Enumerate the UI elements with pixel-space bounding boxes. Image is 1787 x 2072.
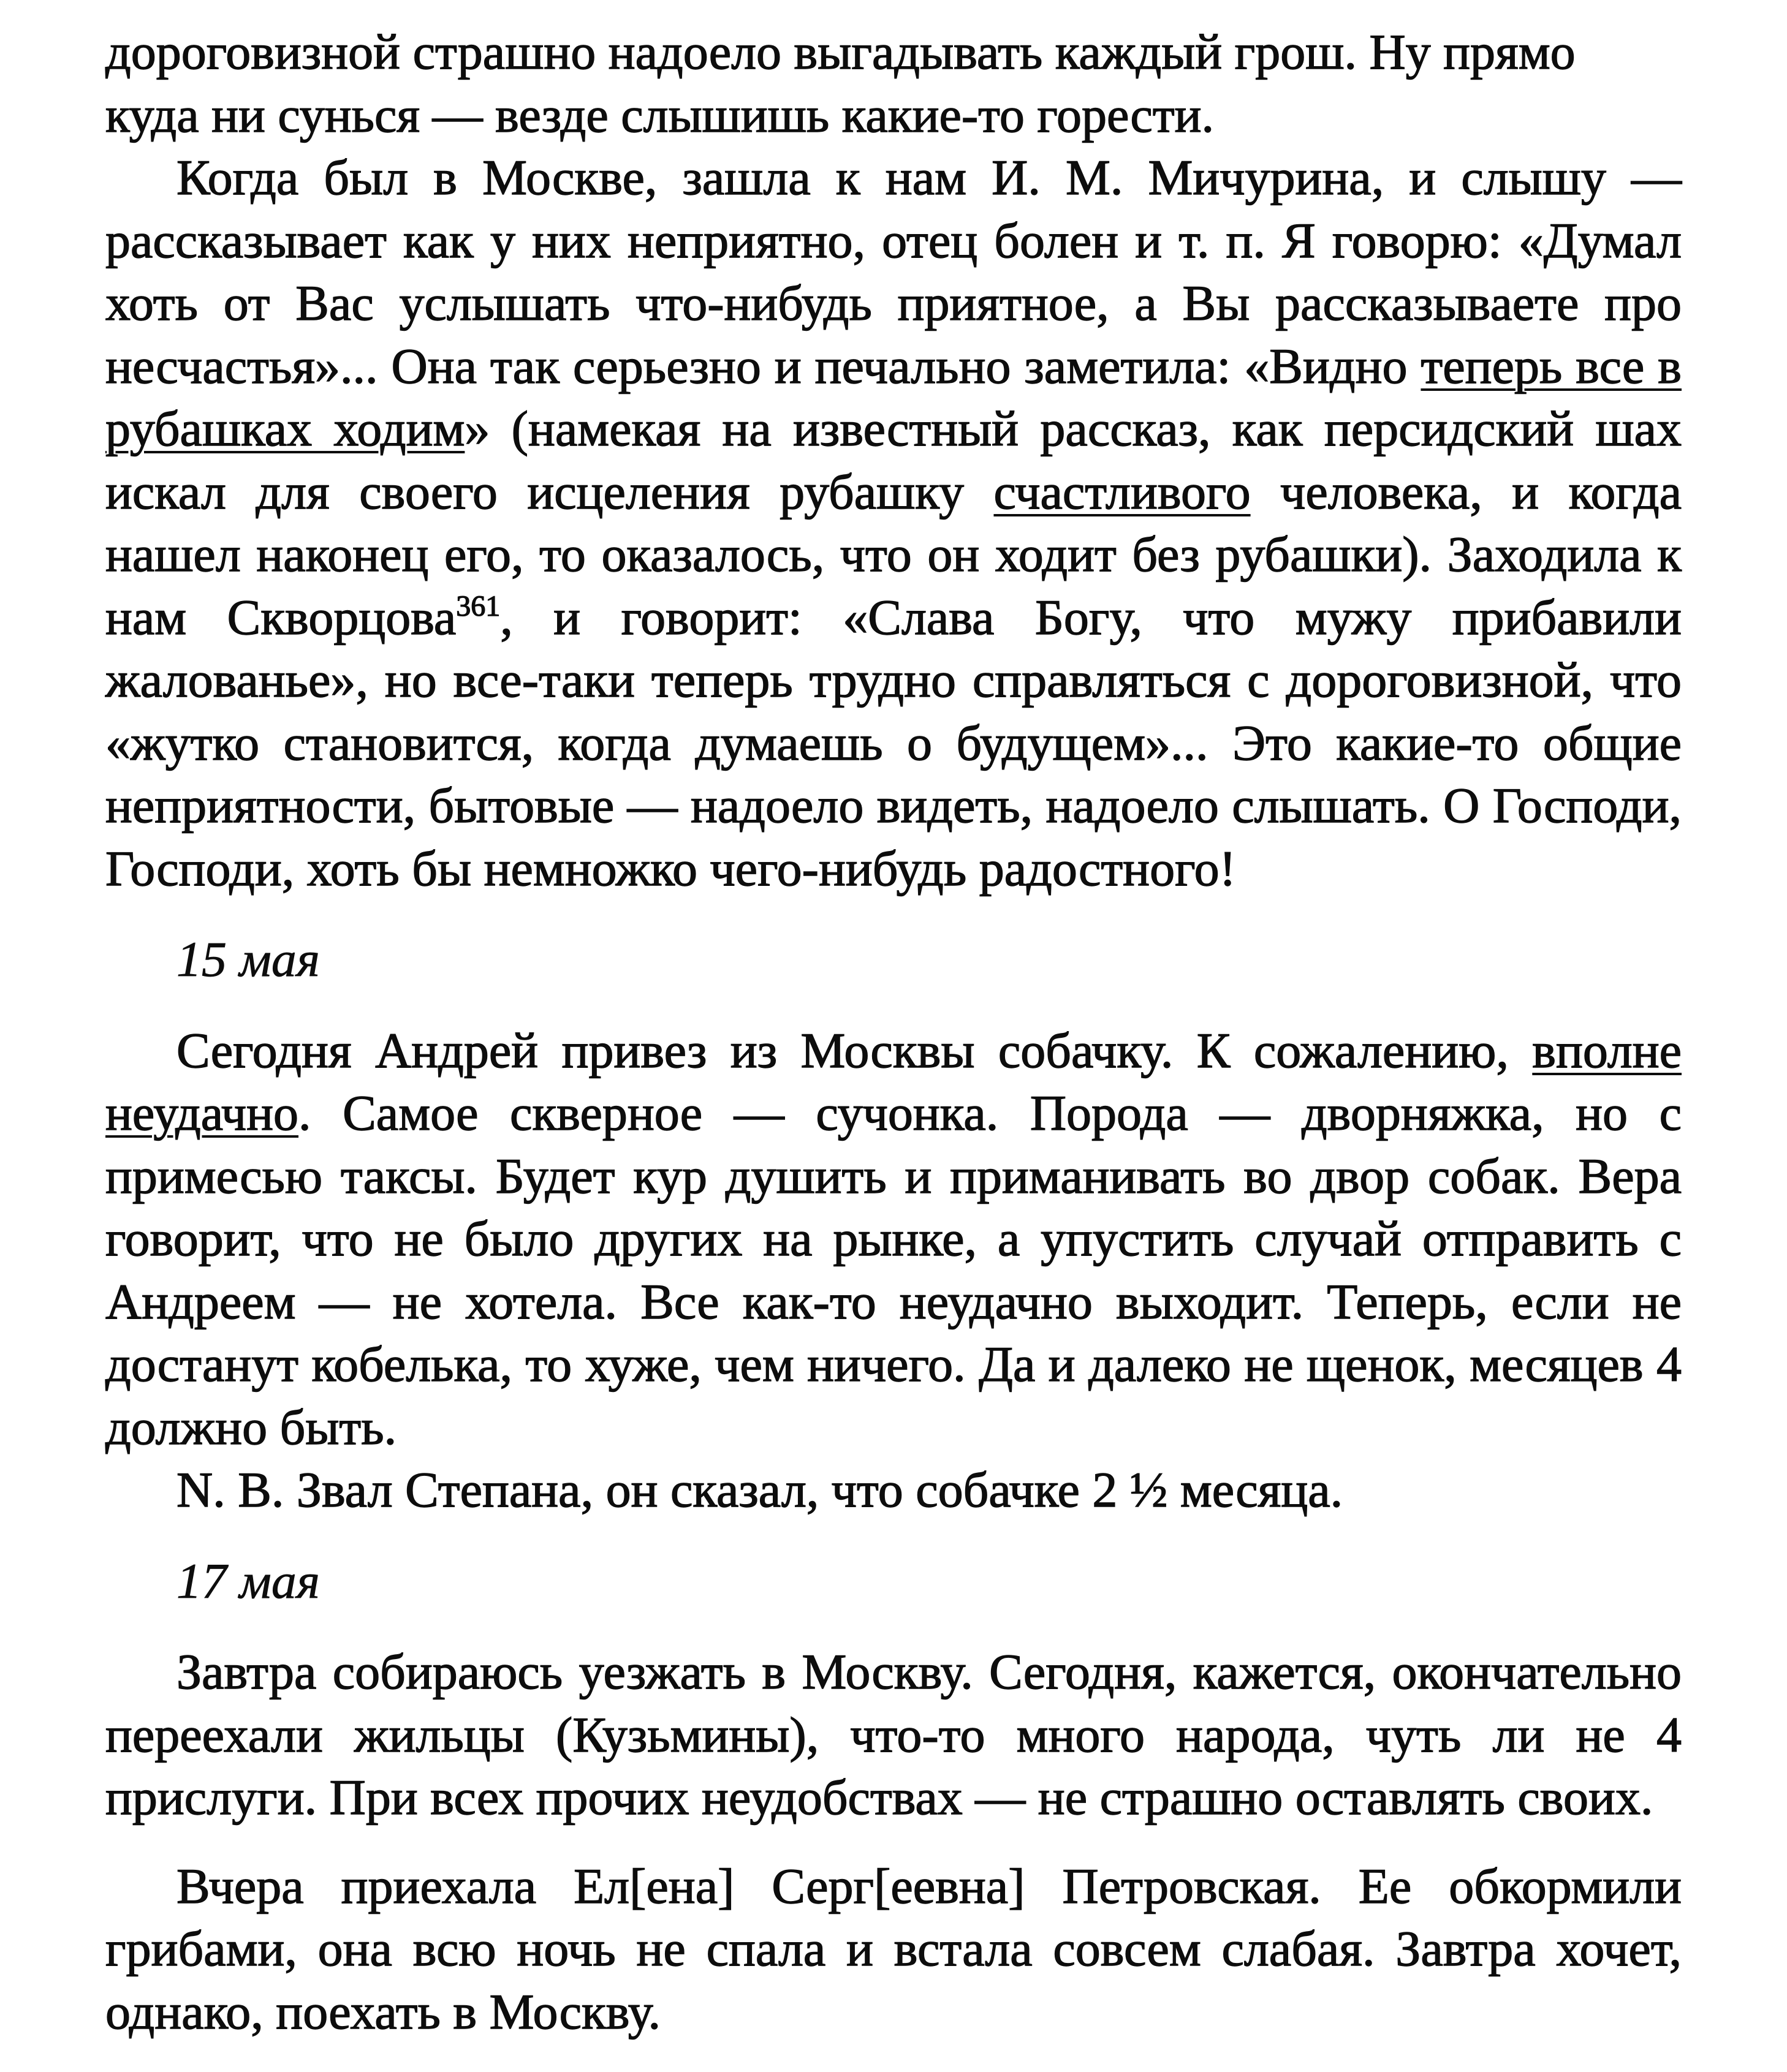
date-heading-may-17: 17 мая (176, 1552, 320, 1609)
mitchurina-text-2: » (намекая на известный рассказ, как персидский шах искал для своего исцеления рубашку (105, 401, 1682, 520)
intro-line-1: дороговизной страшно надоело выгадывать каждый грош. Ну прямо (105, 24, 1576, 80)
mitchurina-text-4: , и говорит: «Слава Богу, что мужу прибавили жалованье», но все-таки теперь трудно справляться с дороговизной, что «жутко становится, когда думаешь о будущем»... Это какие-то общие неприятности, бытовые — надоело видеть, надоело слышать. О Господи, Господи, хоть бы немножко чего-нибудь радостного! (105, 589, 1682, 896)
may17-tenants-paragraph: Завтра собираюсь уезжать в Москву. Сегодня, кажется, окончательно переехали жильцы (Кузьмины), что-то много народа, чуть ли не 4 прислуги. При всех прочих неудобствах — не страшно оставлять своих. (105, 1644, 1682, 1825)
may15-dog-paragraph (105, 1019, 1682, 1459)
footnote-marker: 361 (456, 589, 501, 622)
may15-text-1: Сегодня Андрей привез из Москвы собачку. К сожалению, (176, 1022, 1533, 1078)
diary-page (105, 21, 1682, 2043)
may17-petrovskaya-paragraph: Вчера приехала Ел[ена] Серг[еевна] Петровская. Ее обкормили грибами, она всю ночь не спала и встала совсем слабая. Завтра хочет, однако, поехать в Москву. (105, 1858, 1682, 2040)
may15-nb-paragraph: N. B. Звал Степана, он сказал, что собачке 2 ½ месяца. (176, 1462, 1343, 1518)
mitchurina-text-3: человека, и когда нашел наконец его, то оказалось, что он ходит без рубашки). Заходила к нам Скворцова (105, 463, 1682, 645)
mitchurina-text-1: Когда был в Москве, зашла к нам И. М. Мичурина, и слышу — рассказывает как у них неприятно, отец болен и т. п. Я говорю: «Думал хоть от Вас услышать что-нибудь приятное, а Вы рассказываете про несчастья»... Она так серьезно и печально заметила: «Видно (105, 149, 1682, 394)
intro-line-2: куда ни сунься — везде слышишь какие-то горести. (105, 86, 1215, 143)
may15-text-2: . Самое скверное — сучонка. Порода — дворняжка, но с примесью таксы. Будет кур душить и приманивать во двор собак. Вера говорит, что не было других на рынке, а упустить случай отправить с Андреем — не хотела. Все как-то неудачно выходит. Теперь, если не достанут кобелька, то хуже, чем ничего. Да и далеко не щенок, месяцев 4 должно быть. (105, 1085, 1682, 1455)
underlined-word-happy: счастливого (993, 463, 1251, 520)
underlined-phrase-shirts: теперь все в рубашках ходим (105, 338, 1682, 456)
underlined-phrase-unsuccessful: вполне неудачно (105, 1022, 1682, 1141)
intro-paragraph (105, 21, 1682, 146)
date-heading-may-15: 15 мая (176, 931, 320, 987)
mitchurina-paragraph (105, 146, 1682, 900)
